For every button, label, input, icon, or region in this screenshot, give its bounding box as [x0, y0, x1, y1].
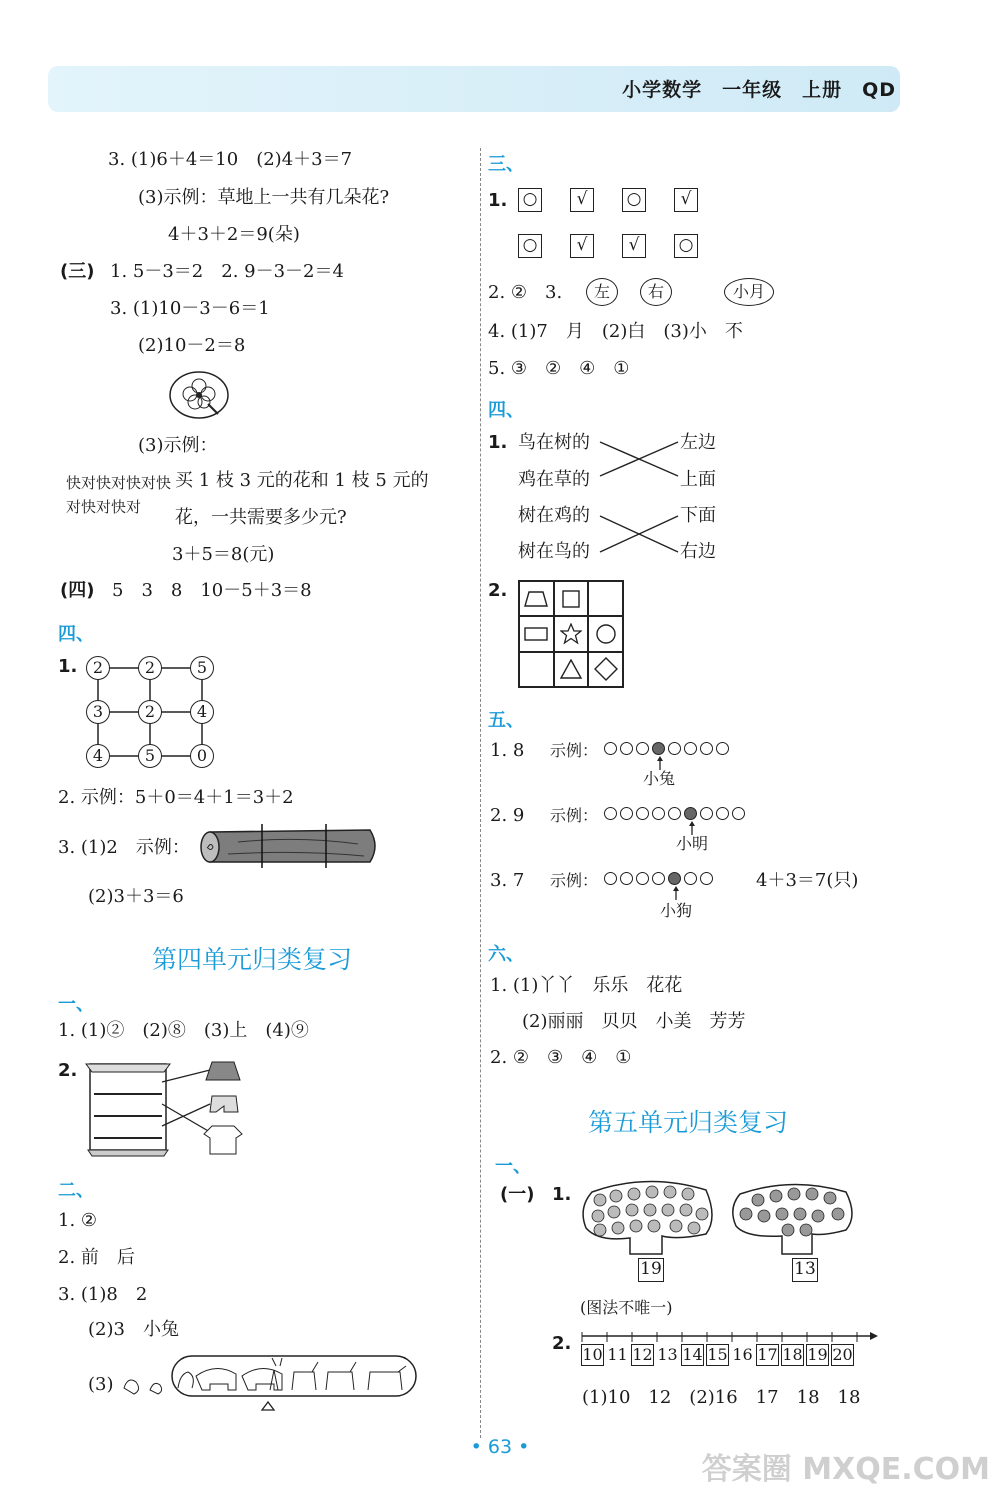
circle-row: [604, 742, 729, 755]
filled-circle-mark: [668, 872, 681, 885]
q3-line-a: 3. (1)2 示例：: [58, 837, 190, 858]
answer-box: √: [622, 234, 646, 258]
grid-node: 2: [138, 656, 162, 680]
answer-box: √: [674, 188, 698, 212]
match-right: 左边: [680, 432, 716, 453]
shelf-figure: [84, 1058, 250, 1158]
set-count-box: 13: [792, 1258, 818, 1282]
unit-four-title: 第四单元归类复习: [152, 945, 353, 974]
answer-box: √: [570, 188, 594, 212]
oval-answer: 小月: [724, 278, 774, 306]
number-box: 17: [757, 1345, 778, 1364]
s5-num: 1. 8: [490, 740, 525, 761]
circle-mark: [668, 742, 681, 755]
left-line-6: (2)10－2＝8: [138, 335, 246, 356]
circle-mark: [636, 807, 649, 820]
match-right: 下面: [680, 505, 716, 526]
u4-s2-q3: 3. (1)8 2: [58, 1284, 148, 1305]
circle-mark: [684, 872, 697, 885]
r-q5-line: 5. ③ ② ④ ①: [488, 358, 630, 379]
section-four: 四、: [58, 624, 94, 645]
page-number: • 63 •: [470, 1436, 530, 1458]
number-label: 16: [732, 1345, 753, 1364]
answer-box: ○: [518, 234, 542, 258]
circle-mark: [700, 872, 713, 885]
left-line-11: 5 3 8 10－5＋3＝8: [112, 580, 312, 601]
circle-mark: [668, 807, 681, 820]
rectangle-shape-icon: [519, 616, 554, 651]
circle-mark: [604, 872, 617, 885]
s5-num: 2. 9: [490, 805, 525, 826]
answer-box: √: [570, 234, 594, 258]
circle-mark: [636, 742, 649, 755]
match-lines: [598, 436, 682, 560]
answer-box: ○: [622, 188, 646, 212]
number-box: 14: [682, 1345, 703, 1364]
circle-mark: [604, 742, 617, 755]
u4-q2-number: 2.: [58, 1060, 78, 1081]
circle-row: [604, 872, 713, 885]
r-section-four: 四、: [488, 400, 524, 421]
u5-q2-number: 2.: [552, 1333, 572, 1354]
header-title: 小学数学 一年级 上册 QD: [622, 79, 896, 101]
q2-line: 2. 示例：5＋0＝4＋1＝3＋2: [58, 787, 294, 808]
column-divider: [480, 148, 481, 1438]
animal-row-figure: [116, 1352, 420, 1412]
circle-row: [604, 807, 745, 820]
trapezoid-shape-icon: [519, 581, 554, 616]
circle-mark: [620, 807, 633, 820]
grid-node: 3: [86, 700, 110, 724]
answer-box: ○: [674, 234, 698, 258]
left-line-1: 3. (1)6＋4＝10 (2)4＋3＝7: [108, 149, 353, 170]
match-right: 上面: [680, 469, 716, 490]
left-line-3: 4＋3＋2＝9(朵): [168, 224, 300, 245]
grid-node: 5: [138, 744, 162, 768]
r-q2-line: 2. ② 3.: [488, 282, 563, 303]
grid-node: 4: [86, 744, 110, 768]
left-line-8: 买 1 枝 3 元的花和 1 枝 5 元的: [175, 470, 429, 491]
circle-mark: [636, 872, 649, 885]
arrow-up-icon: [670, 886, 682, 900]
u5-q1-number: 1.: [552, 1184, 572, 1205]
circle-mark: [604, 807, 617, 820]
u4-q1: 1. (1)② (2)⑧ (3)上 (4)⑨: [58, 1020, 309, 1041]
left-line-10: 3＋5＝8(元): [172, 544, 275, 565]
circle-mark: [684, 742, 697, 755]
set-count-box: 19: [638, 1258, 664, 1282]
u4-s2-q1: 1. ②: [58, 1210, 98, 1231]
oval-answer: 右: [640, 278, 672, 306]
match-right: 右边: [680, 541, 716, 562]
s5-example: 示例：: [550, 806, 599, 825]
circle-mark: [700, 807, 713, 820]
number-box: 19: [807, 1345, 828, 1364]
star-shape-icon: [554, 616, 589, 651]
u4-section-two: 二、: [58, 1180, 94, 1201]
number-box: 10: [582, 1345, 603, 1364]
q3-line-b: (2)3＋3＝6: [88, 886, 184, 907]
shape-grid: [518, 580, 624, 688]
s6-line-c: 2. ② ③ ④ ①: [490, 1047, 632, 1068]
number-box: 20: [832, 1345, 853, 1364]
u5-note: (图法不唯一): [580, 1298, 673, 1317]
u4-s2-q3b: (2)3 小兔: [88, 1319, 179, 1340]
q1-number: 1.: [58, 656, 78, 677]
filled-circle-mark: [652, 742, 665, 755]
watermark: 答案圈 MXQE.COM: [701, 1452, 990, 1487]
u4-section-one: 一、: [58, 994, 94, 1015]
u4-s2-q3c: (3): [88, 1374, 114, 1395]
s5-label: 小兔: [643, 769, 676, 788]
oval-answer: 左: [586, 278, 618, 306]
grid-node: 5: [190, 656, 214, 680]
section-five: 五、: [488, 710, 524, 731]
circle-mark: [620, 872, 633, 885]
overlay-text: 快对快对快对快对快对快对: [66, 474, 172, 516]
left-label-si: (四): [60, 580, 95, 601]
answer-box: ○: [518, 188, 542, 212]
grid-node: 4: [190, 700, 214, 724]
s5-label: 小明: [676, 834, 709, 853]
left-line-4: 1. 5－3＝2 2. 9－3－2＝4: [110, 261, 344, 282]
triangle-shape-icon: [554, 652, 589, 687]
number-line-axis: [580, 1330, 880, 1344]
circle-shape-icon: [588, 616, 623, 651]
s5-label: 小狗: [660, 901, 693, 920]
s5-extra: 4＋3＝7(只): [756, 870, 859, 891]
number-box: 18: [782, 1345, 803, 1364]
u5-label: (一): [500, 1184, 535, 1205]
number-line-labels: [580, 1344, 855, 1366]
strawberry-set-figure: [578, 1178, 718, 1258]
u5-answer-line: (1)10 12 (2)16 17 18 18: [582, 1387, 861, 1408]
circle-mark: [716, 742, 729, 755]
circle-mark: [716, 807, 729, 820]
number-label: 11: [607, 1345, 628, 1364]
left-line-7: (3)示例：: [138, 435, 218, 456]
s6-line-a: 1. (1)丫丫 乐乐 花花: [490, 975, 683, 996]
pineapple-set-figure: [728, 1180, 858, 1256]
r-s4-q2-number: 2.: [488, 580, 508, 601]
left-line-5: 3. (1)10－3－6＝1: [110, 298, 270, 319]
match-left: 鸟在树的: [518, 432, 590, 453]
match-left: 树在鸡的: [518, 505, 590, 526]
empty-cell: [519, 652, 554, 687]
square-shape-icon: [554, 581, 589, 616]
circle-mark: [700, 742, 713, 755]
log-figure: [198, 822, 384, 870]
match-left: 树在鸟的: [518, 541, 590, 562]
flower-figure: [168, 370, 230, 420]
r-q1-number: 1.: [488, 190, 508, 211]
r-s4-q1-number: 1.: [488, 432, 508, 453]
grid-node: 0: [190, 744, 214, 768]
number-box: 15: [707, 1345, 728, 1364]
circle-mark: [620, 742, 633, 755]
s5-example: 示例：: [550, 871, 599, 890]
filled-circle-mark: [684, 807, 697, 820]
s5-example: 示例：: [550, 741, 599, 760]
diamond-shape-icon: [588, 652, 623, 687]
u5-section-one: 一、: [495, 1156, 531, 1177]
grid-node: 2: [86, 656, 110, 680]
s6-line-b: (2)丽丽 贝贝 小美 芳芳: [522, 1011, 746, 1032]
u4-s2-q2: 2. 前 后: [58, 1247, 135, 1268]
grid-node: 2: [138, 700, 162, 724]
match-left: 鸡在草的: [518, 469, 590, 490]
section-six: 六、: [488, 944, 524, 965]
s5-num: 3. 7: [490, 870, 525, 891]
number-label: 13: [657, 1345, 678, 1364]
left-line-2: (3)示例：草地上一共有几朵花?: [138, 187, 390, 208]
circle-mark: [652, 807, 665, 820]
left-line-9: 花，一共需要多少元?: [175, 507, 347, 528]
circle-mark: [652, 872, 665, 885]
left-label-san: (三): [60, 261, 95, 282]
number-box: 12: [632, 1345, 653, 1364]
r-q4-line: 4. (1)7 月 (2)白 (3)小 不: [488, 321, 743, 342]
unit-five-title: 第五单元归类复习: [588, 1108, 789, 1137]
circle-mark: [732, 807, 745, 820]
empty-cell: [588, 581, 623, 616]
section-three: 三、: [488, 154, 524, 175]
